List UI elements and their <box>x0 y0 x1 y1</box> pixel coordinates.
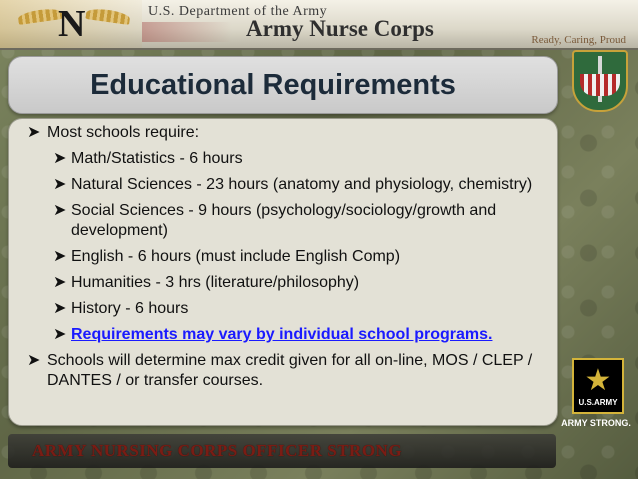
corps-name: Army Nurse Corps <box>246 16 434 41</box>
arrow-bullet-icon: ➤ <box>53 300 67 317</box>
list-item <box>9 175 557 195</box>
list-item-text: Math/Statistics - 6 hours <box>71 150 243 167</box>
bullet-list <box>9 123 557 391</box>
wing-left-icon <box>17 7 62 25</box>
list-item-text: History - 6 hours <box>71 300 189 317</box>
logo-us-army-text: U.S.ARMY <box>578 398 618 407</box>
arrow-bullet-icon: ➤ <box>53 150 67 167</box>
header-banner <box>0 0 638 50</box>
arrow-bullet-icon: ➤ <box>53 202 67 219</box>
department-name: U.S. Department of the Army <box>148 4 328 19</box>
arrow-bullet-icon: ➤ <box>53 326 67 343</box>
list-item-text: Most schools require: <box>47 124 200 141</box>
list-item-text: Humanities - 3 hrs (literature/philosophy) <box>71 274 360 291</box>
arrow-bullet-icon: ➤ <box>27 124 41 141</box>
list-item <box>9 299 557 319</box>
arrow-bullet-icon: ➤ <box>27 352 41 369</box>
list-item <box>9 325 557 345</box>
crest-stripes <box>580 74 620 96</box>
page-title: Educational Requirements <box>90 69 456 101</box>
list-item-text: Social Sciences - 9 hours (psychology/sociology/growth and development) <box>71 202 497 239</box>
list-item <box>9 247 557 267</box>
nurse-letter-logo: N <box>58 3 86 45</box>
footer-slogan: ARMY NURSING CORPS OFFICER STRONG <box>32 441 403 460</box>
logo-box <box>572 358 624 414</box>
list-item <box>9 273 557 293</box>
corps-tagline: Ready, Caring, Proud <box>531 34 626 46</box>
army-star-icon: ★ <box>584 364 612 397</box>
title-panel <box>8 56 558 114</box>
logo-army-strong-text: ARMY STRONG. <box>561 418 631 428</box>
list-item <box>9 123 557 143</box>
arrow-bullet-icon: ➤ <box>53 248 67 265</box>
list-item-text: English - 6 hours (must include English Comp) <box>71 248 401 265</box>
regimental-crest-icon <box>572 50 628 112</box>
content-panel <box>8 118 558 426</box>
army-strong-logo <box>561 358 631 434</box>
list-item-text: Schools will determine max credit given for all on-line, MOS / CLEP / DANTES / or transfer courses. <box>47 352 533 389</box>
requirements-note: Requirements may vary by individual school programs. <box>71 326 493 343</box>
list-item <box>9 351 557 391</box>
caduceus-emblem <box>0 0 142 48</box>
footer-bar <box>8 434 556 468</box>
list-item-text: Natural Sciences - 23 hours (anatomy and physiology, chemistry) <box>71 176 533 193</box>
list-item <box>9 149 557 169</box>
banner-accent-stripe <box>142 22 232 42</box>
list-item <box>9 201 557 241</box>
arrow-bullet-icon: ➤ <box>53 176 67 193</box>
wing-right-icon <box>85 7 130 25</box>
arrow-bullet-icon: ➤ <box>53 274 67 291</box>
